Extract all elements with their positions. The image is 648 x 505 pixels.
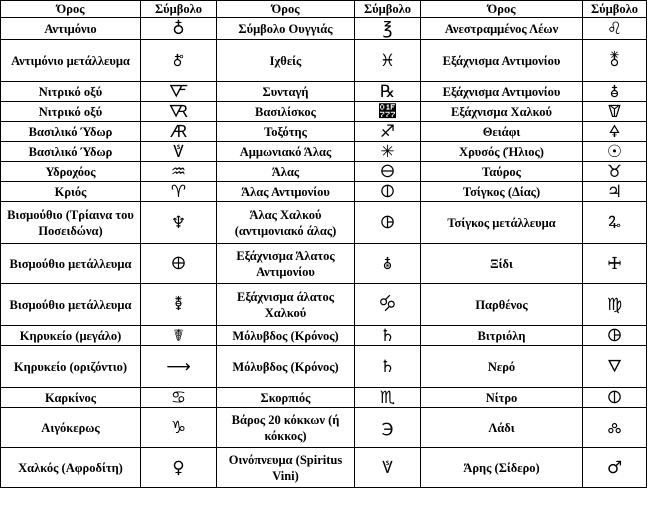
header-symbol-2: Σύμβολο <box>355 1 421 18</box>
table-row <box>1 102 647 122</box>
term-cell: Μόλυβδος (Κρόνος) <box>217 326 355 346</box>
term-cell: Εξάχνισμα Αντιμονίου <box>421 82 583 102</box>
symbol-icon: 🜈 <box>355 448 421 488</box>
term-cell: Λάδι <box>421 408 583 448</box>
table-row <box>1 244 647 284</box>
symbol-icon: 🜫 <box>141 40 217 82</box>
term-cell: Κηρυκείο (οριζόντιο) <box>1 346 141 388</box>
term-cell: Νίτρο <box>421 388 583 408</box>
header-term-1: Όρος <box>1 1 141 18</box>
term-cell: Άλας Χαλκού (αντιμονιακό άλας) <box>217 202 355 244</box>
symbol-icon: 🜭 <box>583 82 647 102</box>
term-cell: Θειάφι <box>421 122 583 142</box>
term-cell: Αντιμόνιο μετάλλευμα <box>1 40 141 82</box>
header-term-3: Όρος <box>421 1 583 18</box>
symbol-icon: ♄ <box>355 346 421 388</box>
term-cell: Νιτρικό οξύ <box>1 102 141 122</box>
symbol-icon: 🜄 <box>583 346 647 388</box>
table-row <box>1 448 647 488</box>
symbol-icon: ♃ <box>583 182 647 202</box>
symbol-icon: ♌ <box>583 18 647 40</box>
term-cell: Νερό <box>421 346 583 388</box>
term-cell: Τσίγκος μετάλλευμα <box>421 202 583 244</box>
symbol-icon: ⟶ <box>141 346 217 388</box>
symbol-icon: 🜊 <box>583 244 647 284</box>
term-cell: Χαλκός (Αφροδίτη) <box>1 448 141 488</box>
term-cell: Άρης (Σίδερο) <box>421 448 583 488</box>
term-cell: Εξάχνισμα Άλατος Αντιμονίου <box>217 244 355 284</box>
header-term-2: Όρος <box>217 1 355 18</box>
symbol-icon: 🜨 <box>141 244 217 284</box>
term-cell: Βισμούθιο μετάλλευμα <box>1 244 141 284</box>
table-row <box>1 182 647 202</box>
table-row <box>1 40 647 82</box>
symbol-icon: ♆ <box>141 202 217 244</box>
term-cell: Υδροχόος <box>1 162 141 182</box>
term-cell: Βιτριόλη <box>421 326 583 346</box>
term-cell: Ανεστραμμένος Λέων <box>421 18 583 40</box>
table-row <box>1 202 647 244</box>
term-cell: Εξάχνισμα Χαλκού <box>421 102 583 122</box>
symbol-icon: 🜩 <box>583 202 647 244</box>
symbol-icon: ℞ <box>355 82 421 102</box>
symbol-icon: ☉ <box>583 142 647 162</box>
term-cell: Βάρος 20 κόκκων (ή κόκκος) <box>217 408 355 448</box>
symbol-icon: 🝆 <box>583 408 647 448</box>
table-row <box>1 142 647 162</box>
term-cell: Βασιλικό Ύδωρ <box>1 142 141 162</box>
symbol-icon: ℥ <box>355 18 421 40</box>
term-cell: Καρκίνος <box>1 388 141 408</box>
term-cell: Παρθένος <box>421 284 583 326</box>
symbol-icon: 🜍 <box>583 122 647 142</box>
table-row <box>1 388 647 408</box>
symbol-icon: 🜕 <box>583 388 647 408</box>
header-row <box>1 1 647 18</box>
term-cell: Άλας <box>217 162 355 182</box>
header-symbol-1: Σύμβολο <box>141 1 217 18</box>
symbol-icon: ♋ <box>141 388 217 408</box>
term-cell: Σκορπιός <box>217 388 355 408</box>
term-cell: Ιχθείς <box>217 40 355 82</box>
symbol-icon: 🜯 <box>355 244 421 284</box>
symbol-icon: ☤ <box>141 326 217 346</box>
term-cell: Αμμωνιακό Άλας <box>217 142 355 162</box>
symbol-icon: 🜕 <box>355 182 421 202</box>
symbol-icon: ℈ <box>355 408 421 448</box>
term-cell: Ταύρος <box>421 162 583 182</box>
symbol-icon: ♓ <box>355 40 421 82</box>
table-row <box>1 162 647 182</box>
symbol-icon: ♈ <box>141 182 217 202</box>
term-cell: Αντιμόνιο <box>1 18 141 40</box>
symbol-icon: ♍ <box>583 284 647 326</box>
term-cell: Άλας Αντιμονίου <box>217 182 355 202</box>
symbol-icon: ♐ <box>355 122 421 142</box>
symbol-icon: ♂ <box>583 448 647 488</box>
term-cell: Αιγόκερως <box>1 408 141 448</box>
symbol-icon: 🜈 <box>141 142 217 162</box>
symbol-icon: 🜧 <box>141 284 217 326</box>
table-row <box>1 82 647 102</box>
term-cell: Κριός <box>1 182 141 202</box>
table-row <box>1 326 647 346</box>
symbol-icon: 🜆 <box>141 102 217 122</box>
term-cell: Νιτρικό οξύ <box>1 82 141 102</box>
symbol-icon: ♄ <box>355 326 421 346</box>
symbol-icon: 🝰 <box>355 284 421 326</box>
table-row <box>1 18 647 40</box>
table-row <box>1 346 647 388</box>
term-cell: Οινόπνευμα (Spiritus Vini) <box>217 448 355 488</box>
symbol-icon: 🜖 <box>355 202 421 244</box>
term-cell: Βασιλίσκος <box>217 102 355 122</box>
table-row <box>1 284 647 326</box>
term-cell: Βισμούθιο μετάλλευμα <box>1 284 141 326</box>
term-cell: Εξάχνισμα Αντιμονίου <box>421 40 583 82</box>
symbol-icon: 🜬 <box>583 40 647 82</box>
term-cell: Βισμούθιο (Τρίαινα του Ποσειδώνα) <box>1 202 141 244</box>
term-cell: Βασιλικό Ύδωρ <box>1 122 141 142</box>
term-cell: Συνταγή <box>217 82 355 102</box>
symbol-icon: 🝩 <box>583 102 647 122</box>
term-cell: Ξίδι <box>421 244 583 284</box>
symbol-icon: 🜔 <box>355 162 421 182</box>
symbol-icon: ♁ <box>141 18 217 40</box>
symbol-icon: 🜅 <box>141 82 217 102</box>
term-cell: Τσίγκος (Δίας) <box>421 182 583 202</box>
symbol-icon: ♉ <box>583 162 647 182</box>
symbol-icon: ✳ <box>355 142 421 162</box>
term-cell: Χρυσός (Ήλιος) <box>421 142 583 162</box>
term-cell: Εξάχνισμα άλατος Χαλκού <box>217 284 355 326</box>
symbol-icon: 🜇 <box>141 122 217 142</box>
header-symbol-3: Σύμβολο <box>583 1 647 18</box>
symbol-icon: ♑ <box>141 408 217 448</box>
symbol-icon: 🝷 <box>355 102 421 122</box>
table-row <box>1 408 647 448</box>
symbol-icon: ♒ <box>141 162 217 182</box>
symbol-icon: ♀ <box>141 448 217 488</box>
symbol-icon: ♏ <box>355 388 421 408</box>
symbol-icon: 🜖 <box>583 326 647 346</box>
term-cell: Τοξότης <box>217 122 355 142</box>
table-row <box>1 122 647 142</box>
term-cell: Κηρυκείο (μεγάλο) <box>1 326 141 346</box>
term-cell: Σύμβολο Ουγγιάς <box>217 18 355 40</box>
term-cell: Μόλυβδος (Κρόνος) <box>217 346 355 388</box>
